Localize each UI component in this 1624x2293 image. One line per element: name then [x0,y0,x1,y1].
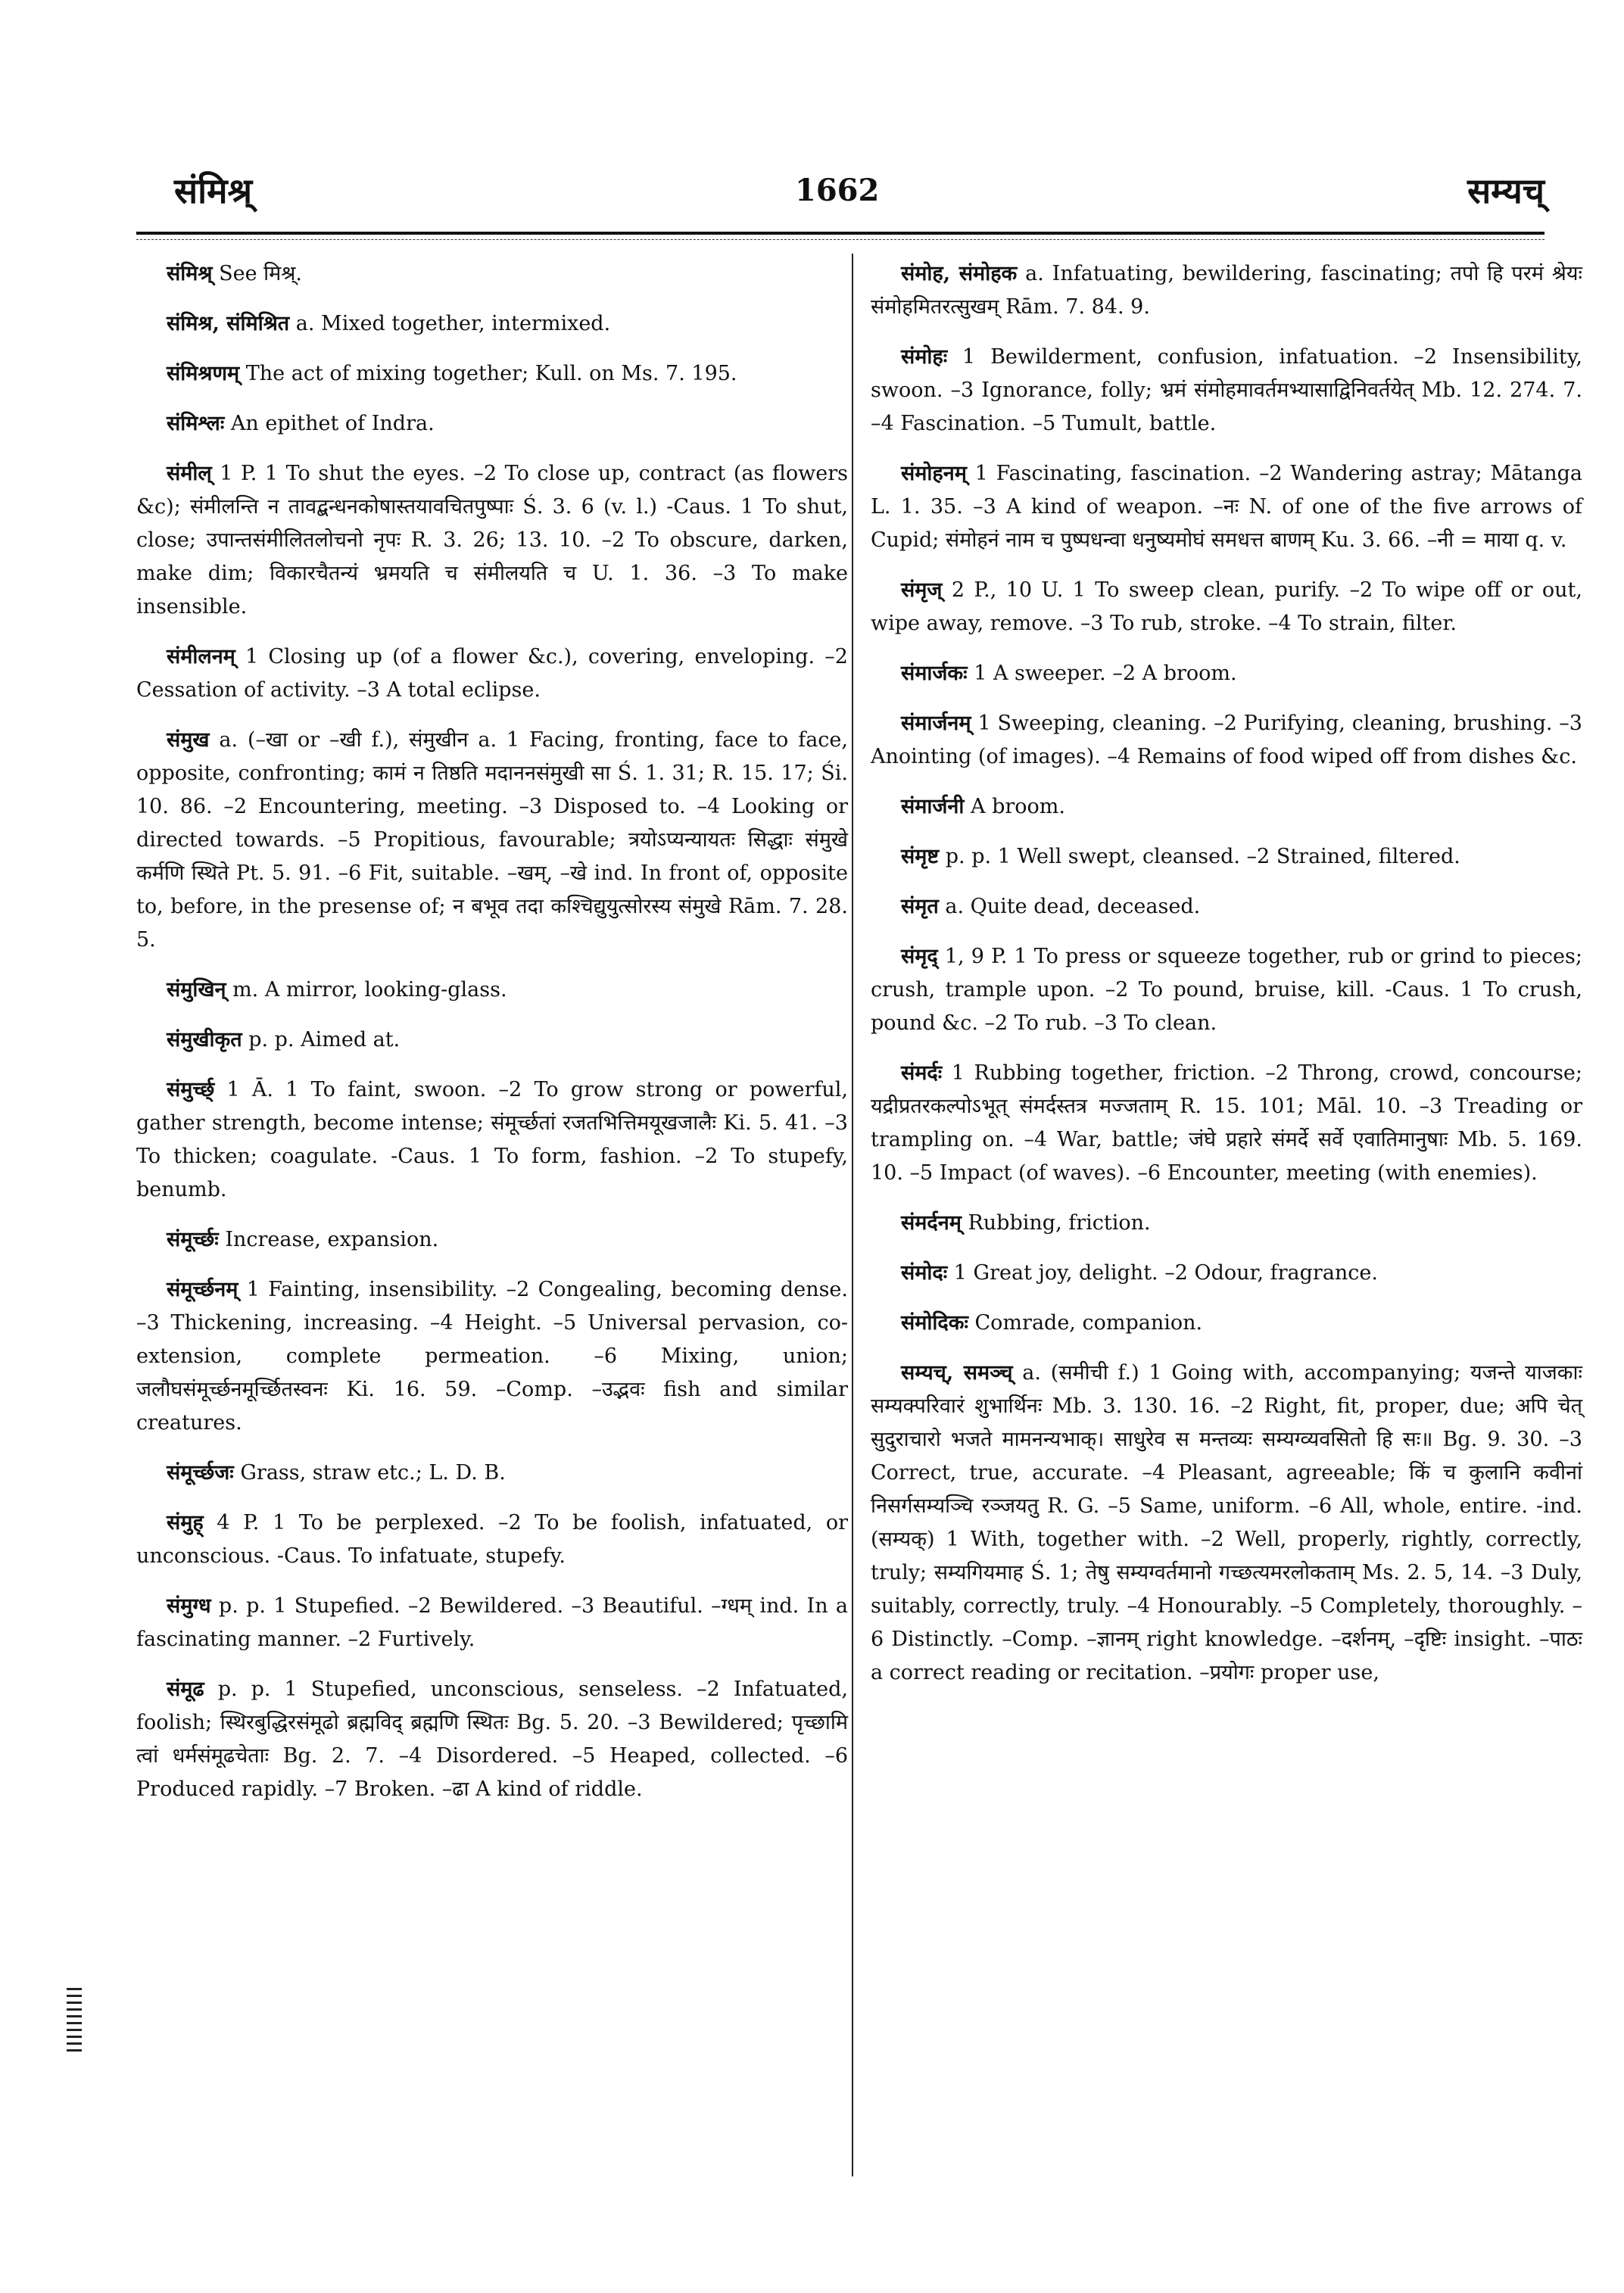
dictionary-entry [871,341,1582,441]
entry-definition: 1 Closing up (of a flower &c.), covering, enveloping. –2 Cessation of activity. –3 A total eclipse. [136,645,848,702]
entry-headword: संमोदिकः [901,1311,968,1335]
header-rule-dashed [136,239,1545,240]
entry-headword: संमिश्र, संमिश्रित [167,312,290,335]
entry-definition: Grass, straw etc.; L. D. B. [240,1461,506,1485]
entry-headword: संमोह, संमोहक [901,262,1018,285]
entry-definition: 1 A sweeper. –2 A broom. [974,662,1237,685]
entry-headword: संमार्जनम् [901,712,971,735]
entry-headword: संमूर्च्छजः [167,1461,234,1485]
dictionary-entry [871,657,1582,690]
entry-definition: 1 Great joy, delight. –2 Odour, fragrance. [953,1261,1378,1285]
entry-definition: 1 Bewilderment, confusion, infatuation. –2 Insensibility, swoon. –3 Ignorance, folly; भ्रमं संमोहमावर्तमभ्यासाद्विनिवर्तयेत् Mb. 12. 274. 7. –4 Fascination. –5 Tumult, battle. [871,345,1582,435]
entry-headword: संमुह् [167,1511,204,1534]
dictionary-entry [871,707,1582,774]
entry-definition: Comrade, companion. [974,1311,1203,1335]
dictionary-entry [136,1223,848,1257]
dictionary-entry [136,1073,848,1207]
margin-tick-mark [67,1983,82,2052]
entry-headword: संमूर्च्छनम् [167,1278,238,1301]
entry-definition: p. p. Aimed at. [248,1028,401,1051]
entry-headword: संमोहनम् [901,462,967,485]
dictionary-entry [136,1273,848,1440]
entry-headword: संमोदः [901,1261,948,1285]
dictionary-entry [871,840,1582,874]
dictionary-entry [871,1307,1582,1340]
entry-definition: p. p. 1 Stupefied, unconscious, senseless. –2 Infatuated, foolish; स्थिरबुद्धिरसंमूढो ब्रह्मविद् ब्रह्मणि स्थितः Bg. 5. 20. –3 Bewildered; पृच्छामि त्वां धर्मसंमूढचेताः Bg. 2. 7. –4 Disordered. –5 Heaped, collected. –6 Produced rapidly. –7 Broken. –ढा A kind of riddle. [136,1678,848,1801]
dictionary-entry [871,940,1582,1040]
entry-headword: संमिश्लः [167,412,225,435]
entry-headword: संमूर्च्छः [167,1228,219,1251]
dictionary-entry [136,307,848,341]
dictionary-entry [136,357,848,391]
page-header [174,167,1545,227]
entry-definition: a. Mixed together, intermixed. [295,312,611,335]
entry-headword: संमुर्च्छ् [167,1078,215,1101]
entry-headword: संमर्दः [901,1061,943,1085]
entry-headword: संमुखीकृत [167,1028,242,1051]
entry-definition: Increase, expansion. [225,1228,439,1251]
entry-definition: 2 P., 10 U. 1 To sweep clean, purify. –2 To wipe off or out, wipe away, remove. –3 To rub, stroke. –4 To strain, filter. [871,578,1582,635]
entry-headword: संमुख [167,728,210,752]
entry-headword: सम्यच्, समञ्च् [901,1361,1013,1385]
dictionary-entry [136,1673,848,1806]
dictionary-entry [871,1207,1582,1240]
dictionary-entry [871,457,1582,557]
dictionary-entry [871,1257,1582,1290]
entry-headword: संमुग्ध [167,1594,211,1618]
dictionary-entry [136,1590,848,1656]
entry-definition: m. A mirror, looking-glass. [232,978,507,1002]
left-column [136,257,848,1823]
entry-definition: p. p. 1 Stupefied. –2 Bewildered. –3 Beautiful. –ग्धम् ind. In a fascinating manner. –2 Furtively. [136,1594,848,1651]
dictionary-entry [136,407,848,441]
entry-definition: 1 Fascinating, fascination. –2 Wandering astray; Mātanga L. 1. 35. –3 A kind of weapon. –नः N. of one of the five arrows of Cupid; संमोहनं नाम च पुष्पधन्वा धनुष्यमोघं समधत्त बाणम् Ku. 3. 66. –नी = माया q. v. [871,462,1582,552]
entry-headword: संमूढ [167,1678,204,1701]
right-running-headword: सम्यच् [1467,170,1545,211]
entry-definition: 1 P. 1 To shut the eyes. –2 To close up, contract (as flowers &c); संमीलन्ति न तावद्बन्धनकोषास्तयावचितपुष्पाः Ś. 3. 6 (v. l.) -Caus. 1 To shut, close; उपान्तसंमीलितलोचनो नृपः R. 3. 26; 13. 10. –2 To obscure, darken, make dim; विकारचैतन्यं भ्रमयति च संमीलयति च U. 1. 36. –3 To make insensible. [136,462,848,618]
entry-definition: Rubbing, friction. [968,1211,1151,1235]
dictionary-entry [136,257,848,291]
entry-definition: The act of mixing together; Kull. on Ms. 7. 195. [245,362,737,385]
entry-definition: 1, 9 P. 1 To press or squeeze together, rub or grind to pieces; crush, trample upon. –2 To pound, bruise, kill. -Caus. 1 To crush, pound &c. –2 To rub. –3 To clean. [871,945,1582,1035]
entry-headword: संमील् [167,462,212,485]
entry-headword: संमृज् [901,578,943,602]
dictionary-entry [871,890,1582,924]
entry-headword: संमृद् [901,945,938,968]
entry-headword: संमिश्र् [167,262,213,285]
entry-headword: संमृष्ट [901,845,940,868]
dictionary-entry [136,724,848,957]
entry-definition: a. (–खा or –खी f.), संमुखीन a. 1 Facing, fronting, face to face, opposite, confronting; कामं न तिष्ठति मदाननसंमुखी सा Ś. 1. 31; R. 15. 17; Śi. 10. 86. –2 Encountering, meeting. –3 Disposed to. –4 Looking or directed towards. –5 Propitious, favourable; त्रयोऽप्यन्यायतः सिद्धाः संमुखे कर्मणि स्थिते Pt. 5. 91. –6 Fit, suitable. –खम्, –खे ind. In front of, opposite to, before, in the presense of; न बभूव तदा कश्चिद्युयुत्सोरस्य संमुखे Rām. 7. 28. 5. [136,728,848,952]
entry-definition: 1 Sweeping, cleaning. –2 Purifying, cleaning, brushing. –3 Anointing (of images). –4 Remains of food wiped off from dishes &c. [871,712,1582,768]
dictionary-entry [136,974,848,1007]
entry-definition: 4 P. 1 To be perplexed. –2 To be foolish, infatuated, or unconscious. -Caus. To infatuate, stupefy. [136,1511,848,1568]
left-running-headword: संमिश्र् [174,170,253,211]
dictionary-entry [871,1357,1582,1690]
entry-headword: संमार्जनी [901,795,965,818]
column-divider [852,254,853,2176]
entry-definition: 1 Ā. 1 To faint, swoon. –2 To grow strong or powerful, gather strength, become intense; संमूर्च्छतां रजतभित्तिमयूखजालैः Ki. 5. 41. –3 To thicken; coagulate. -Caus. 1 To form, fashion. –2 To stupefy, benumb. [136,1078,848,1201]
entry-definition: a. (समीची f.) 1 Going with, accompanying; यजन्ते याजकाः सम्यक्परिवारं शुभार्थिनः Mb. 3. 130. 16. –2 Right, fit, proper, due; अपि चेत् सुदुराचारो भजते मामनन्यभाक्। साधुरेव स मन्तव्यः सम्यग्व्यवसितो हि सः॥ Bg. 9. 30. –3 Correct, true, accurate. –4 Pleasant, agreeable; किं च कुलानि कवीनां निसर्गसम्यञ्चि रञ्जयतु R. G. –5 Same, uniform. –6 All, whole, entire. -ind. (सम्यक्) 1 With, together with. –2 Well, properly, rightly, correctly, truly; सम्यगियमाह Ś. 1; तेषु सम्यग्वर्तमानो गच्छत्यमरलोकताम् Ms. 2. 5, 14. –3 Duly, suitably, correctly, truly. –4 Honourably. –5 Completely, thoroughly. –6 Distinctly. –Comp. –ज्ञानम् right knowledge. –दर्शनम्, –दृष्टिः insight. –पाठः a correct reading or recitation. –प्रयोगः proper use, [871,1361,1582,1684]
entry-headword: संमिश्रणम् [167,362,240,385]
entry-definition: a. Infatuating, bewildering, fascinating; तपो हि परमं श्रेयः संमोहमितरत्सुखम् Rām. 7. 84. 9. [871,262,1582,319]
dictionary-entry [136,1456,848,1490]
dictionary-entry [871,257,1582,324]
entry-definition: 1 Fainting, insensibility. –2 Congealing, becoming dense. –3 Thickening, increasing. –4 Height. –5 Universal pervasion, co-extension, complete permeation. –6 Mixing, union; जलौघसंमूर्च्छनमूर्च्छितस्वनः Ki. 16. 59. –Comp. –उद्भवः fish and similar creatures. [136,1278,848,1435]
entry-definition: 1 Rubbing together, friction. –2 Throng, crowd, concourse; यद्रीप्रतरकल्पोऽभूत् संमर्दस्तत्र मज्जताम् R. 15. 101; Māl. 10. –3 Treading or trampling on. –4 War, battle; जंघे प्रहारे संमर्दे सर्वे एवातिमानुषाः Mb. 5. 169. 10. –5 Impact (of waves). –6 Encounter, meeting (with enemies). [871,1061,1582,1185]
entry-headword: संमर्दनम् [901,1211,962,1235]
entry-headword: संमुखिन् [167,978,226,1002]
dictionary-entry [136,1506,848,1573]
dictionary-entry [136,640,848,707]
entry-headword: संमीलनम् [167,645,235,668]
entry-definition: p. p. 1 Well swept, cleansed. –2 Strained, filtered. [945,845,1460,868]
entry-headword: संमृत [901,895,939,918]
dictionary-entry [136,1023,848,1057]
entry-definition: See मिश्र्. [219,262,302,285]
entry-definition: An epithet of Indra. [230,412,435,435]
entry-headword: संमोहः [901,345,948,369]
right-column [871,257,1582,1706]
page-number: 1662 [795,173,880,208]
entry-headword: संमार्जकः [901,662,968,685]
dictionary-entry [871,790,1582,824]
header-rule [136,232,1545,235]
entry-definition: A broom. [971,795,1065,818]
dictionary-entry [136,457,848,624]
dictionary-entry [871,574,1582,640]
entry-definition: a. Quite dead, deceased. [945,895,1201,918]
dictionary-entry [871,1057,1582,1190]
